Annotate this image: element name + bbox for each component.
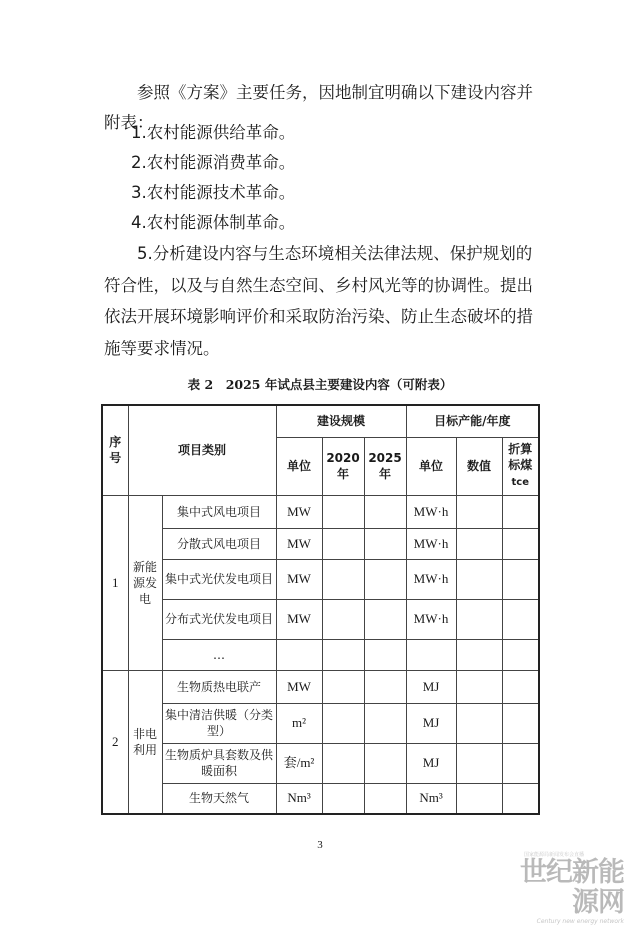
watermark-subtitle: Century new energy network (536, 918, 624, 925)
row-coal (502, 559, 539, 599)
row-coal (502, 495, 539, 528)
header-coal-label: 折算标煤 (508, 442, 533, 472)
header-category: 项目类别 (128, 405, 276, 495)
row-value (456, 639, 502, 670)
row-target-unit: MJ (406, 703, 456, 743)
row-2025 (364, 559, 406, 599)
row-coal (502, 528, 539, 559)
row-2020 (322, 743, 364, 783)
row-value (456, 599, 502, 639)
row-2025 (364, 599, 406, 639)
header-2020: 2020年 (322, 437, 364, 495)
row-2020 (322, 703, 364, 743)
row-target-unit: MJ (406, 743, 456, 783)
list-item-4: 4.农村能源体制革命。 (131, 213, 296, 232)
row-unit: MW (276, 559, 322, 599)
list-item-5: 5.分析建设内容与生态环境相关法律法规、保护规划的符合性，以及与自然生态空间、乡村风光等的协调性。提出依法开展环境影响评价和采取防治污染、防止生态破坏的措施等要求情况。 (104, 244, 533, 358)
row-2020 (322, 559, 364, 599)
row-value (456, 783, 502, 814)
header-seq: 序号 (102, 405, 128, 495)
header-target: 目标产能/年度 (406, 405, 539, 437)
header-scale: 建设规模 (276, 405, 406, 437)
row-2025 (364, 495, 406, 528)
header-value: 数值 (456, 437, 502, 495)
row-target-unit (406, 639, 456, 670)
row-2025 (364, 783, 406, 814)
row-coal (502, 783, 539, 814)
intro-paragraph: 参照《方案》主要任务，因地制宜明确以下建设内容并附表： (104, 83, 533, 132)
row-value (456, 559, 502, 599)
group-2-seq: 2 (102, 670, 128, 814)
header-2025: 2025年 (364, 437, 406, 495)
row-unit: m² (276, 703, 322, 743)
row-coal (502, 670, 539, 703)
row-2025 (364, 743, 406, 783)
row-target-unit: MW·h (406, 599, 456, 639)
row-2020 (322, 599, 364, 639)
row-value (456, 528, 502, 559)
row-target-unit: MW·h (406, 495, 456, 528)
header-unit: 单位 (276, 437, 322, 495)
row-unit (276, 639, 322, 670)
row-value (456, 703, 502, 743)
row-unit: MW (276, 599, 322, 639)
row-2020 (322, 639, 364, 670)
row-unit: 套/m² (276, 743, 322, 783)
table-row-item: 集中清洁供暖（分类型） (162, 703, 276, 743)
table-row-item: 集中式风电项目 (162, 495, 276, 528)
row-2025 (364, 670, 406, 703)
construction-table (101, 404, 540, 815)
row-unit: MW (276, 528, 322, 559)
row-unit: MW (276, 670, 322, 703)
table-row-item: 集中式光伏发电项目 (162, 559, 276, 599)
row-coal (502, 743, 539, 783)
table-row-item: … (162, 639, 276, 670)
row-unit: Nm³ (276, 783, 322, 814)
table-row-item: 生物质热电联产 (162, 670, 276, 703)
table-row-item: 分布式光伏发电项目 (162, 599, 276, 639)
row-coal (502, 703, 539, 743)
row-coal (502, 599, 539, 639)
row-target-unit: MJ (406, 670, 456, 703)
row-2025 (364, 639, 406, 670)
group-2-name: 非电利用 (128, 670, 162, 814)
page-number: 3 (317, 839, 323, 851)
watermark-logo (496, 852, 624, 925)
row-target-unit: Nm³ (406, 783, 456, 814)
table-caption: 表 2 2025 年试点县主要建设内容（可附表） (187, 377, 453, 392)
table-row-item: 分散式风电项目 (162, 528, 276, 559)
table-row-item: 生物天然气 (162, 783, 276, 814)
row-2020 (322, 783, 364, 814)
header-coal-unit: tce (511, 477, 530, 488)
row-target-unit: MW·h (406, 528, 456, 559)
row-unit: MW (276, 495, 322, 528)
row-value (456, 495, 502, 528)
group-1-name: 新能源发电 (128, 495, 162, 670)
header-target-unit: 单位 (406, 437, 456, 495)
row-value (456, 670, 502, 703)
watermark-title: 世纪新能源网 (520, 857, 624, 918)
group-1-seq: 1 (102, 495, 128, 670)
row-target-unit: MW·h (406, 559, 456, 599)
row-coal (502, 639, 539, 670)
table-row-item: 生物质炉具套数及供暖面积 (162, 743, 276, 783)
watermark-top-text: 国家能源局新闻发布会直播 (523, 852, 584, 858)
list-item-2: 2.农村能源消费革命。 (131, 153, 296, 172)
row-2020 (322, 528, 364, 559)
row-2020 (322, 495, 364, 528)
list-item-1: 1.农村能源供给革命。 (131, 123, 296, 142)
row-value (456, 743, 502, 783)
list-item-3: 3.农村能源技术革命。 (131, 183, 296, 202)
row-2025 (364, 703, 406, 743)
row-2020 (322, 670, 364, 703)
header-coal (502, 437, 539, 495)
row-2025 (364, 528, 406, 559)
